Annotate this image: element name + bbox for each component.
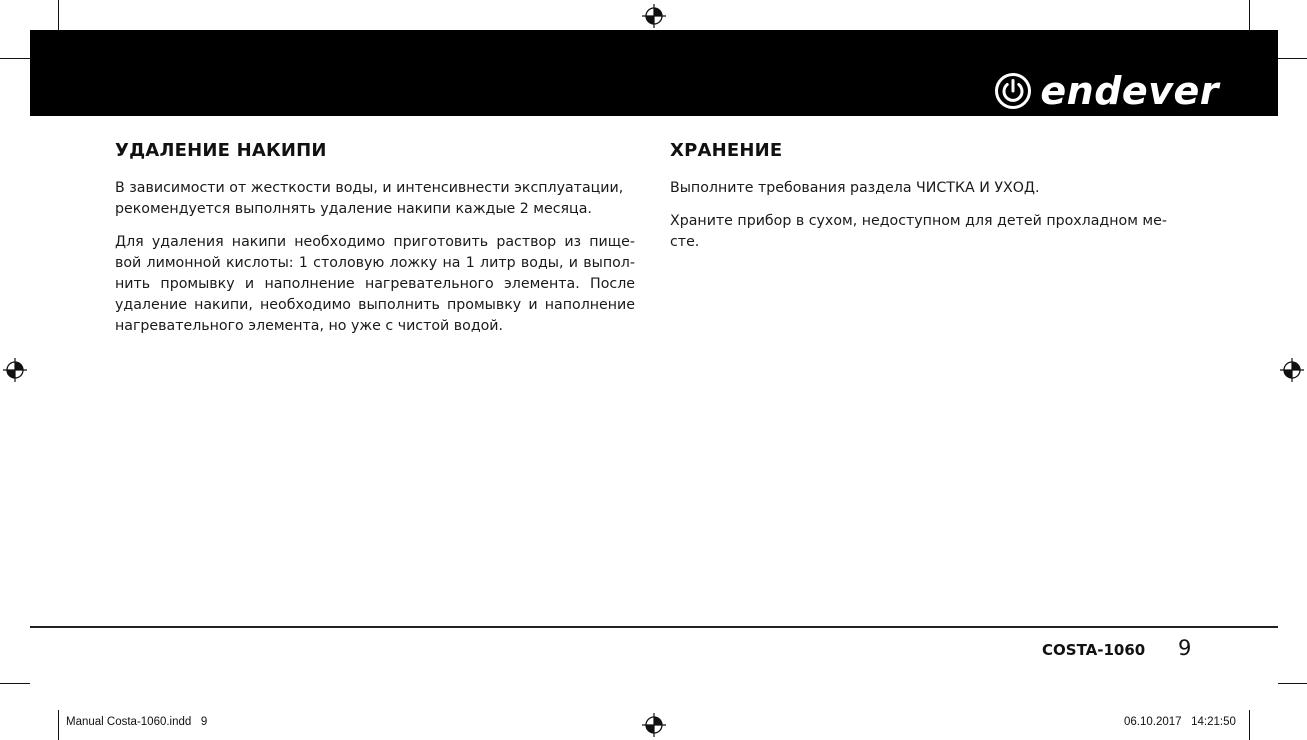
crop-mark: [1278, 683, 1307, 684]
slug-filename: Manual Costa-1060.indd 9: [66, 716, 208, 728]
power-icon: [994, 72, 1032, 110]
registration-mark-icon: [3, 358, 27, 382]
brand-logo: [994, 69, 1219, 113]
registration-mark-icon: [1280, 358, 1304, 382]
crop-mark: [1249, 0, 1250, 30]
registration-mark-icon: [642, 713, 666, 737]
section-title: УДАЛЕНИЕ НАКИПИ: [115, 140, 327, 161]
crop-mark: [58, 0, 59, 30]
section-title: ХРАНЕНИЕ: [670, 140, 783, 161]
page-number: 9: [1178, 636, 1192, 660]
paragraph: Храните прибор в сухом, недоступном для детей прохладном ме-сте.: [670, 213, 1167, 250]
footer-rule: [30, 626, 1278, 628]
paragraph: В зависимости от жесткости воды, и интенсивнести эксплуатации, рекомендуется выполнять удаление накипи каждые 2 месяца.: [115, 180, 624, 217]
model-name: COSTA-1060: [1042, 641, 1146, 659]
brand-wordmark: endever: [1040, 69, 1219, 113]
paragraph: Для удаления накипи необходимо приготовить раствор из пище-вой лимонной кислоты: 1 столовую ложку на 1 литр воды, и выпол-нить промывку и наполнение нагревательного элемента. После удаление накипи, необходимо выполнить промывку и наполнение нагревательного элемента, но уже с чистой водой.: [115, 234, 635, 334]
crop-mark: [0, 58, 30, 59]
crop-mark: [0, 683, 30, 684]
crop-mark: [1278, 58, 1307, 59]
paragraph: Выполните требования раздела ЧИСТКА И УХОД.: [670, 180, 1040, 196]
crop-mark: [1249, 710, 1250, 740]
registration-mark-icon: [642, 4, 666, 28]
storage-section: [670, 140, 1190, 265]
descaling-section: [115, 140, 635, 349]
slug-datetime: 06.10.2017 14:21:50: [1124, 716, 1236, 728]
crop-mark: [58, 710, 59, 740]
